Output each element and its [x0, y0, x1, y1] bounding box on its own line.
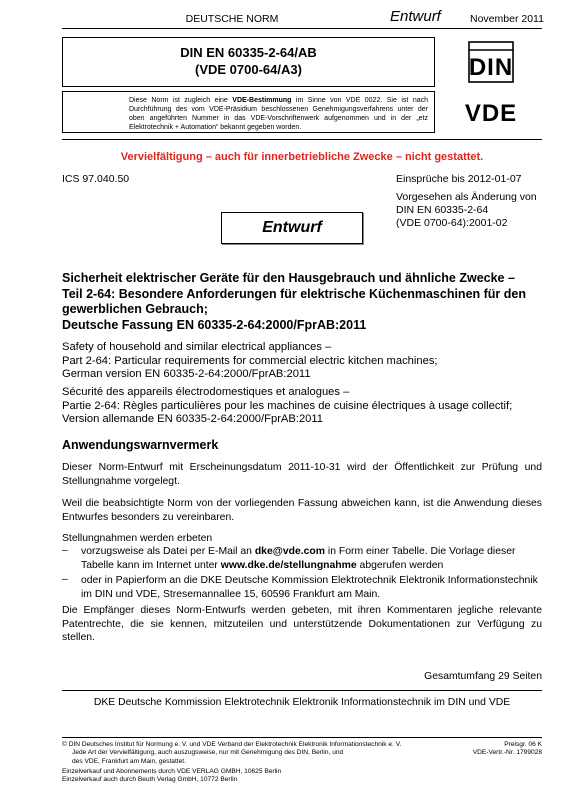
sales-line: Einzelverkauf auch durch Beuth Verlag GmbH, 10772 Berlin — [62, 776, 238, 784]
title-line: German version EN 60335-2-64:2000/FprAB:2011 — [62, 368, 311, 380]
paragraph-patents: Die Empfänger dieses Norm-Entwurfs werden gebeten, mit ihren Kommentaren jegliche relevante Patentrechte, die sie kennen, mitzuteilen und unterstützende Dokumentationen zur Verfügung zu stellen. — [62, 605, 542, 643]
price-line: Preisgr. 06 K — [504, 741, 542, 748]
total-pages: Gesamtumfang 29 Seiten — [424, 671, 542, 682]
bullet-text: vorzugsweise als Datei per E-Mail an — [81, 546, 255, 557]
title-line: Sécurité des appareils électrodomestiques et analogues – — [62, 386, 350, 398]
objection-deadline: Einsprüche bis 2012-01-07 — [396, 173, 522, 185]
title-line: Part 2-64: Particular requirements for commercial electric kitchen machines; — [62, 354, 438, 367]
document-number-box — [62, 37, 435, 87]
sales-info — [62, 768, 482, 785]
vde-logo — [441, 92, 541, 132]
paragraph-publication: Dieser Norm-Entwurf mit Erscheinungsdatum 2011-10-31 wird der Öffentlichkeit zur Prüfung und Stellungnahme vorgelegt. — [62, 462, 542, 487]
title-french — [62, 386, 548, 427]
section-heading: Anwendungswarnvermerk — [62, 438, 219, 452]
draft-label: Entwurf — [390, 8, 441, 25]
ics-code: ICS 97.040.50 — [62, 173, 130, 185]
din-logo — [441, 38, 541, 86]
amendment-line: Vorgesehen als Änderung von — [396, 191, 537, 203]
title-line: Safety of household and similar electrical appliances – — [62, 341, 332, 353]
bullet-text: abgerufen werden — [356, 559, 444, 571]
paragraph-application: Weil die beabsichtigte Norm von der vorliegenden Fassung abweichen kann, ist die Anwendung dieses Entwurfes besonders zu vereinbaren. — [62, 498, 542, 523]
price-group — [442, 741, 542, 758]
vde-notice-text — [63, 92, 434, 132]
title-line: Teil 2-64: Besondere Anforderungen für elektrische Küchenmaschinen für den — [62, 286, 526, 301]
title-line: Partie 2-64: Règles particulières pour les machines de cuisine électriques à usage collectif; — [62, 399, 513, 412]
notice-post: im Sinne von VDE 0022. Sie ist nach Durchführung des vom VDE-Präsidium beschlossenen Genehmigungsverfahrens unter der oben angeführten Nummer in das VDE-Vorschriftenwerk aufgenommen und in der „etz Elektrotechnik + Automation“ bekannt gegeben worden. — [129, 97, 428, 131]
copyright-line: des VDE, Frankfurt am Main, gestattet. — [72, 757, 186, 765]
header-rule — [62, 28, 542, 29]
din-logo-text: DIN — [468, 54, 514, 81]
copyright-line: Jede Art der Vervielfältigung, auch auszugsweise, nur mit Genehmigung des DIN, Berlin, und — [72, 749, 344, 757]
bullet-line: oder in Papierform an die DKE Deutsche Kommission Elektrotechnik Elektronik Informationstechnik — [81, 575, 538, 586]
document-number: DIN EN 60335-2-64/AB — [180, 45, 317, 60]
title-line: Sicherheit elektrischer Geräte für den Hausgebrauch und ähnliche Zwecke – — [62, 271, 515, 285]
title-english — [62, 341, 548, 382]
publication-date: November 2011 — [470, 13, 544, 25]
url-link[interactable]: www.dke.de/stellungnahme — [220, 559, 357, 571]
header-bottom-rule — [62, 139, 542, 140]
amendment-line: (VDE 0700-64):2001-02 — [396, 217, 508, 229]
title-line: Deutsche Fassung EN 60335-2-64:2000/FprAB:2011 — [62, 317, 367, 332]
sales-line: Einzelverkauf und Abonnements durch VDE VERLAG GMBH, 10625 Berlin — [62, 768, 282, 775]
title-line: Version allemande EN 60335-2-64:2000/FprAB:2011 — [62, 413, 324, 425]
bullet-dash: – — [62, 545, 68, 556]
standard-type-label: DEUTSCHE NORM — [185, 13, 279, 25]
amendment-line: DIN EN 60335-2-64 — [396, 204, 489, 216]
bullet-email — [81, 545, 542, 572]
vde-notice-box — [62, 91, 435, 133]
comments-requested: Stellungnahmen werden erbeten — [62, 533, 213, 544]
dke-footer: DKE Deutsche Kommission Elektrotechnik Elektronik Informationstechnik im DIN und VDE — [93, 697, 511, 708]
reproduction-warning: Vervielfältigung – auch für innerbetriebliche Zwecke – nicht gestattet. — [120, 151, 484, 163]
vde-logo-text: VDE — [464, 100, 518, 127]
draft-stamp: Entwurf — [221, 212, 363, 244]
notice-bold: VDE-Bestimmung — [232, 97, 292, 104]
title-german — [62, 271, 548, 333]
copyright — [62, 741, 452, 766]
bullet-text: Tabelle kann im Internet unter — [81, 559, 221, 571]
bullet-paper — [81, 574, 542, 601]
bullet-dash: – — [62, 574, 68, 585]
intended-amendment — [396, 191, 537, 230]
bullet-line: im DIN und VDE, Stresemannallee 15, 60596 Frankfurt am Main. — [81, 588, 381, 600]
title-line: gewerblichen Gebrauch; — [62, 302, 208, 316]
footer-rule — [62, 690, 542, 691]
notice-pre: Diese Norm ist zugleich eine — [129, 97, 233, 104]
copyright-line: © DIN Deutsches Institut für Normung e. V. und VDE Verband der Elektrotechnik Elektronik Informationstechnik e. V. — [62, 741, 402, 748]
email-link[interactable]: dke@vde.com — [254, 546, 326, 557]
bottom-rule — [62, 737, 542, 738]
price-line: VDE-Vertr.-Nr. 1799028 — [472, 749, 542, 757]
bullet-text: in Form einer Tabelle. Die Vorlage dieser — [325, 546, 516, 557]
vde-classification: (VDE 0700-64/A3) — [195, 62, 302, 77]
